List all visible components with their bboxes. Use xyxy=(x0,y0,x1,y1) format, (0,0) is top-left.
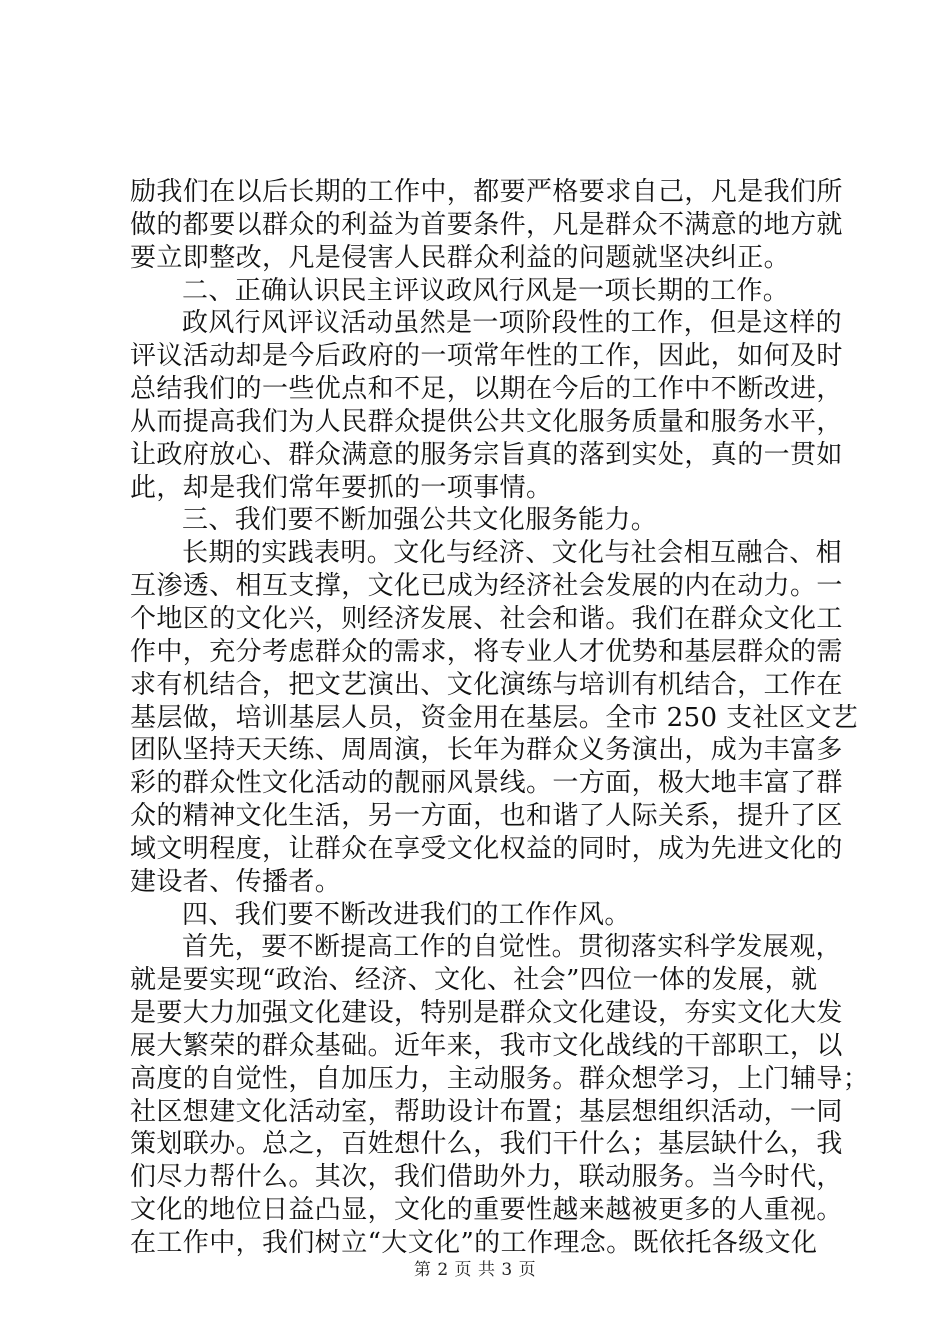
text-line: 们尽力帮什么。其次，我们借助外力，联动服务。当今时代， xyxy=(130,1162,843,1193)
text-line: 策划联办。总之，百姓想什么，我们干什么；基层缺什么，我 xyxy=(130,1129,843,1160)
text-line: 作中，充分考虑群众的需求，将专业人才优势和基层群众的需 xyxy=(130,636,843,667)
text-line: 二、正确认识民主评议政风行风是一项长期的工作。 xyxy=(182,275,790,306)
document-body xyxy=(130,176,870,1260)
text-line: 在工作中，我们树立“大文化”的工作理念。既依托各级文化 xyxy=(130,1228,818,1258)
text-line: 就是要实现“政治、经济、文化、社会”四位一体的发展，就 xyxy=(130,965,818,996)
text-line: 首先，要不断提高工作的自觉性。贯彻落实科学发展观， xyxy=(182,932,843,963)
text-line: 域文明程度，让群众在享受文化权益的同时，成为先进文化的 xyxy=(130,833,843,864)
text-line: 是要大力加强文化建设，特别是群众文化建设，夯实文化大发 xyxy=(130,998,843,1029)
text-line: 团队坚持天天练、周周演，长年为群众义务演出，成为丰富多 xyxy=(130,735,843,766)
text-line: 励我们在以后长期的工作中，都要严格要求自己，凡是我们所 xyxy=(130,177,843,207)
text-line: 此，却是我们常年要抓的一项事情。 xyxy=(130,472,553,503)
text-line: 建设者、传播者。 xyxy=(130,866,342,897)
text-line: 长期的实践表明。文化与经济、文化与社会相互融合、相 xyxy=(182,538,843,569)
text-line: 四、我们要不断改进我们的工作作风。 xyxy=(182,899,631,930)
text-line: 互渗透、相互支撑，文化已成为经济社会发展的内在动力。一 xyxy=(130,571,843,602)
text-line: 彩的群众性文化活动的靓丽风景线。一方面，极大地丰富了群 xyxy=(130,768,843,799)
text-line: 求有机结合，把文艺演出、文化演练与培训有机结合，工作在 xyxy=(130,669,843,700)
text-line: 文化的地位日益凸显，文化的重要性越来越被更多的人重视。 xyxy=(130,1195,843,1226)
text-line: 社区想建文化活动室，帮助设计布置；基层想组织活动，一同 xyxy=(130,1096,843,1127)
text-line: 让政府放心、群众满意的服务宗旨真的落到实处，真的一贯如 xyxy=(130,439,843,470)
text-line: 从而提高我们为人民群众提供公共文化服务质量和服务水平， xyxy=(130,406,843,437)
text-line: 展大繁荣的群众基础。近年来，我市文化战线的干部职工，以 xyxy=(130,1030,843,1061)
text-line: 基层做，培训基层人员，资金用在基层。全市 250 支社区文艺 xyxy=(130,702,859,733)
text-line: 众的精神文化生活，另一方面，也和谐了人际关系，提升了区 xyxy=(130,801,843,832)
page-number-footer: 第 2 页 共 3 页 xyxy=(413,1260,537,1280)
text-line: 总结我们的一些优点和不足，以期在今后的工作中不断改进， xyxy=(130,374,843,405)
text-line: 高度的自觉性，自加压力，主动服务。群众想学习，上门辅导； xyxy=(130,1063,870,1094)
text-line: 评议活动却是今后政府的一项常年性的工作，因此，如何及时 xyxy=(130,341,843,372)
text-line: 要立即整改，凡是侵害人民群众利益的问题就坚决纠正。 xyxy=(130,242,791,273)
text-line: 做的都要以群众的利益为首要条件，凡是群众不满意的地方就 xyxy=(130,209,843,240)
text-line: 个地区的文化兴，则经济发展、社会和谐。我们在群众文化工 xyxy=(130,603,843,634)
text-line: 政风行风评议活动虽然是一项阶段性的工作，但是这样的 xyxy=(182,308,843,339)
text-line: 三、我们要不断加强公共文化服务能力。 xyxy=(182,505,658,536)
